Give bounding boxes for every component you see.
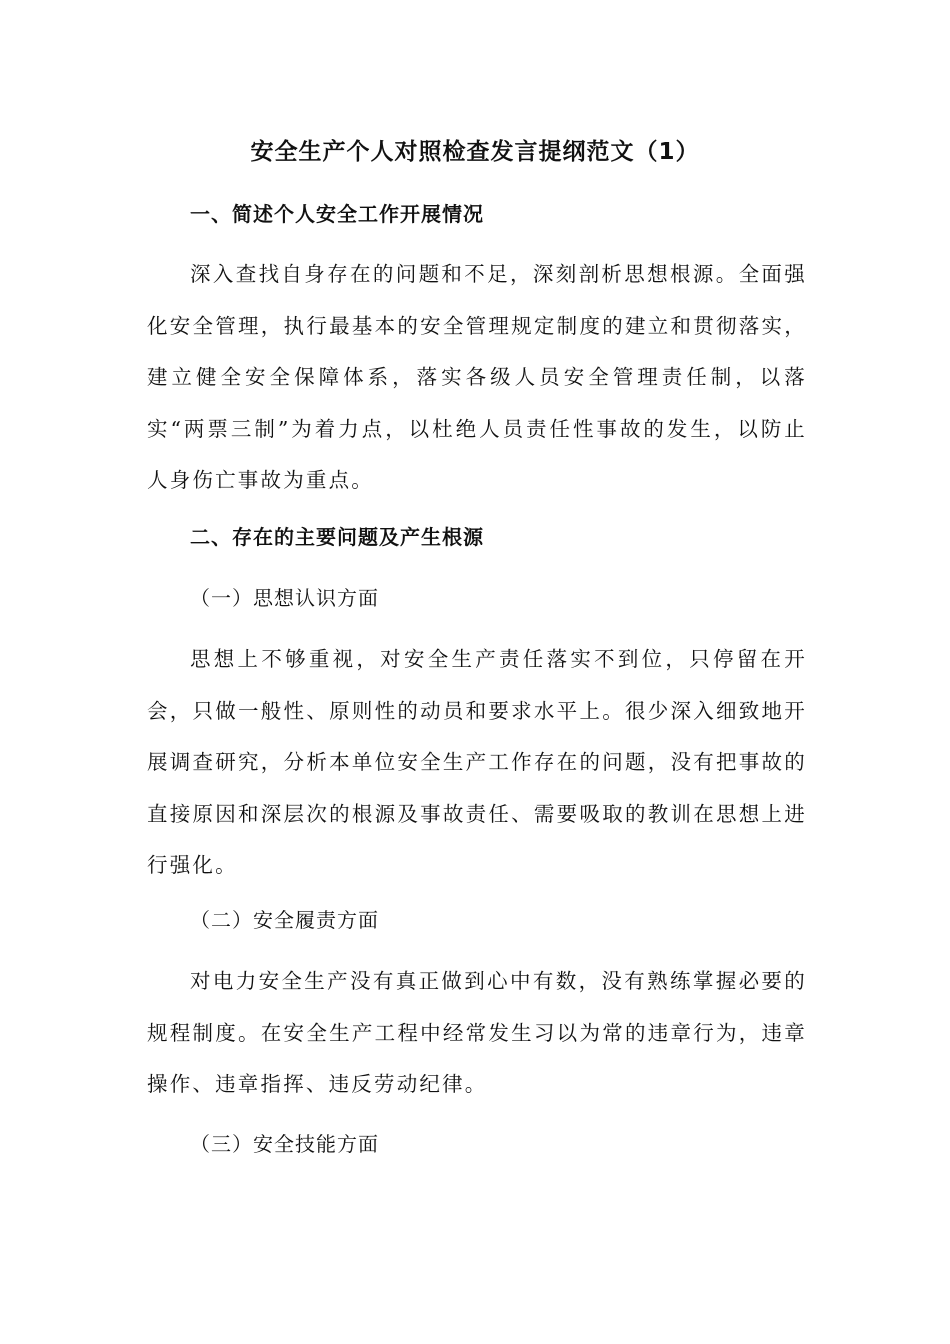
subsection-heading-1: （一）思想认识方面 — [190, 586, 379, 610]
subsection-2-paragraph: 对电力安全生产没有真正做到心中有数，没有熟练掌握必要的规程制度。在安全生产工程中经常发生习以为常的违章行为，违章操作、违章指挥、违反劳动纪律。 — [147, 969, 807, 1096]
subsection-heading-2: （二）安全履责方面 — [190, 908, 379, 932]
section-heading-2: 二、存在的主要问题及产生根源 — [190, 525, 484, 549]
section-1-paragraph: 深入查找自身存在的问题和不足，深刻剖析思想根源。全面强化安全管理，执行最基本的安全管理规定制度的建立和贯彻落实，建立健全安全保障体系，落实各级人员安全管理责任制，以落实“两票三制”为着力点，以杜绝人员责任性事故的发生，以防止人身伤亡事故为重点。 — [147, 262, 807, 492]
section-heading-1: 一、简述个人安全工作开展情况 — [190, 202, 484, 226]
document-title: 安全生产个人对照检查发言提纲范文（1） — [250, 139, 700, 165]
subsection-heading-3: （三）安全技能方面 — [190, 1132, 379, 1156]
subsection-1-paragraph: 思想上不够重视，对安全生产责任落实不到位，只停留在开会，只做一般性、原则性的动员和要求水平上。很少深入细致地开展调查研究，分析本单位安全生产工作存在的问题，没有把事故的直接原因和深层次的根源及事故责任、需要吸取的教训在思想上进行强化。 — [147, 647, 807, 877]
